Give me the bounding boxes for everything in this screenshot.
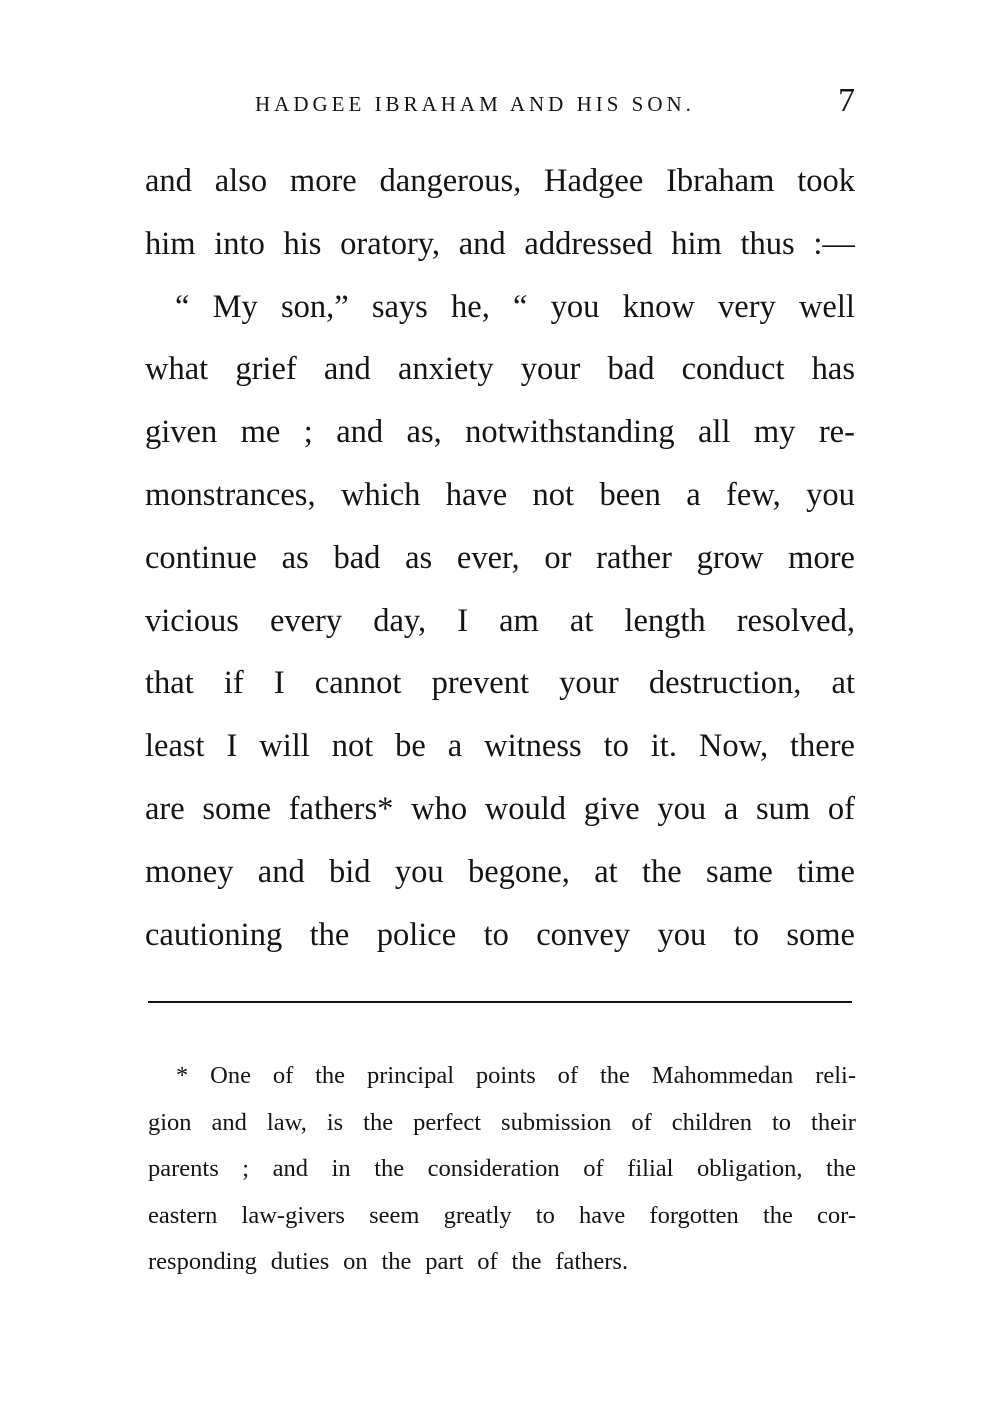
running-title: HADGEE IBRAHAM AND HIS SON. (255, 92, 695, 116)
word: “ (175, 288, 190, 325)
footnote-line (148, 1100, 856, 1147)
word: which (340, 476, 421, 513)
body-line (145, 338, 855, 401)
word: seem (369, 1201, 420, 1229)
word: cor- (817, 1201, 856, 1229)
word: son,” (280, 288, 349, 325)
word: my (753, 414, 796, 451)
body-line (145, 841, 855, 904)
word: children (671, 1108, 752, 1136)
word: time (797, 853, 855, 890)
word: Mahommedan (651, 1062, 794, 1089)
word: the (511, 1248, 542, 1275)
word: One (210, 1062, 251, 1089)
word: law, (266, 1108, 307, 1136)
word: as (405, 539, 433, 576)
word: not (331, 728, 374, 765)
word: and (257, 853, 305, 890)
word: I (226, 728, 238, 765)
word: Now, (698, 728, 769, 765)
word: reli- (815, 1062, 856, 1089)
word: :— (813, 225, 855, 262)
body-line (145, 276, 855, 339)
word: witness (484, 728, 582, 765)
word: given (145, 414, 218, 451)
body-line (145, 213, 855, 276)
word: of (477, 1248, 498, 1275)
footnote (148, 1053, 856, 1286)
word: to (483, 916, 509, 953)
word: fathers. (555, 1248, 629, 1275)
word: some (786, 916, 855, 953)
word: him (671, 225, 722, 262)
word: not (532, 476, 575, 513)
body-line (145, 401, 855, 464)
word: continue (145, 539, 257, 576)
word: very (718, 288, 776, 325)
word: on (343, 1248, 368, 1275)
word: of (827, 790, 855, 827)
word: am (499, 602, 539, 639)
word: as, (406, 414, 442, 451)
word: that (145, 665, 194, 702)
word: and (145, 163, 192, 199)
word: sum (756, 790, 811, 827)
word: all (698, 414, 731, 451)
word: at (594, 853, 618, 890)
footnote-rule (148, 1001, 852, 1003)
word: length (624, 602, 706, 639)
word: a (686, 476, 701, 513)
word: vicious (145, 602, 239, 639)
word: monstrances, (145, 476, 316, 513)
word: been (599, 476, 661, 513)
word: My (212, 288, 258, 325)
word: grow (696, 539, 764, 576)
word: conduct (681, 351, 785, 388)
word: cautioning (145, 916, 283, 953)
word: points (475, 1062, 536, 1089)
body-line (145, 778, 855, 841)
word: law-givers (241, 1201, 345, 1229)
word: resolved, (736, 602, 855, 639)
word: parents (148, 1155, 219, 1182)
word: have (445, 476, 508, 513)
word: the (599, 1062, 630, 1089)
word: to (603, 728, 629, 765)
body-line (145, 464, 855, 527)
word: or (544, 539, 572, 576)
word: convey (536, 916, 631, 953)
word: ; (242, 1155, 250, 1182)
word: fathers* (288, 790, 394, 827)
word: rather (596, 539, 672, 576)
word: anxiety (397, 351, 494, 388)
word: give (583, 790, 640, 827)
word: duties (270, 1248, 330, 1275)
word: grief (235, 351, 297, 388)
word: you (806, 476, 855, 513)
word: Hadgee (544, 163, 644, 199)
body-line (145, 904, 855, 967)
word: says (371, 288, 428, 325)
word: at (831, 665, 855, 702)
word: the (381, 1248, 412, 1275)
footnote-line (148, 1239, 856, 1286)
word: some (202, 790, 271, 827)
footnote-line (148, 1053, 856, 1100)
word: the (642, 853, 682, 890)
word: and (323, 351, 371, 388)
word: you (657, 790, 707, 827)
running-head (145, 82, 855, 132)
word: of (272, 1062, 294, 1089)
word: notwithstanding (465, 414, 675, 451)
word: a (447, 728, 463, 765)
word: you (657, 916, 707, 953)
word: of (631, 1108, 652, 1136)
word: filial (627, 1155, 674, 1182)
footnote-line (148, 1193, 856, 1240)
word: a (723, 790, 739, 827)
word: would (484, 790, 567, 827)
word: it. (650, 728, 677, 765)
word: cannot (314, 665, 402, 702)
word: police (376, 916, 457, 953)
word: prevent (431, 665, 530, 702)
word: perfect (413, 1108, 482, 1136)
word: him (145, 225, 196, 262)
word: and (211, 1108, 247, 1136)
word: more (289, 163, 357, 199)
word: and (336, 414, 384, 451)
word: principal (366, 1062, 455, 1089)
word: eastern (148, 1201, 218, 1229)
word: dangerous, (379, 163, 522, 199)
body-line (145, 652, 855, 715)
word: of (583, 1155, 604, 1182)
word: the (374, 1155, 405, 1182)
word: the (363, 1108, 394, 1136)
word: there (790, 728, 855, 765)
word: ever, (456, 539, 520, 576)
word: the (315, 1062, 346, 1089)
word: their (811, 1108, 856, 1136)
word: me (240, 414, 281, 451)
word: took (797, 163, 855, 199)
word: I (273, 665, 285, 702)
word: the (762, 1201, 793, 1229)
word: least (145, 728, 205, 765)
word: if (223, 665, 244, 702)
body-text (145, 150, 855, 966)
word: destruction, (648, 665, 802, 702)
word: will (259, 728, 310, 765)
word: bad (607, 351, 655, 388)
word: forgotten (649, 1201, 739, 1229)
word: to (771, 1108, 792, 1136)
word: the (309, 916, 350, 953)
word: * (176, 1062, 189, 1089)
word: oratory, (340, 225, 441, 262)
word: submission (501, 1108, 612, 1136)
word: his (283, 225, 322, 262)
word: few, (726, 476, 781, 513)
word: into (214, 225, 265, 262)
body-line (145, 527, 855, 590)
word: of (557, 1062, 579, 1089)
word: be (395, 728, 426, 765)
word: addressed (524, 225, 653, 262)
word: part (425, 1248, 464, 1275)
body-line (145, 150, 855, 213)
word: ; (303, 414, 313, 451)
word: responding (148, 1248, 257, 1275)
word: gion (148, 1108, 192, 1136)
word: greatly (443, 1201, 512, 1229)
word: well (798, 288, 855, 325)
word: I (457, 602, 469, 639)
word: re- (818, 414, 855, 451)
footnote-line (148, 1146, 856, 1193)
word: obligation, (697, 1155, 803, 1182)
word: as (281, 539, 309, 576)
word: at (569, 602, 594, 639)
word: consideration (427, 1155, 560, 1182)
word: to (535, 1201, 555, 1229)
word: day, (373, 602, 427, 639)
word: has (811, 351, 855, 388)
word: Ibraham (666, 163, 775, 199)
word: your (520, 351, 581, 388)
body-line (145, 590, 855, 653)
word: what (145, 351, 209, 388)
word: bid (329, 853, 371, 890)
word: bad (333, 539, 381, 576)
word: know (622, 288, 695, 325)
word: the (826, 1155, 856, 1182)
word: he, (451, 288, 490, 325)
word: same (706, 853, 773, 890)
word: you (550, 288, 600, 325)
word: you (394, 853, 444, 890)
word: your (559, 665, 619, 702)
word: every (269, 602, 343, 639)
page-number: 7 (838, 82, 855, 119)
word: is (326, 1108, 344, 1136)
body-line (145, 715, 855, 778)
word: in (331, 1155, 351, 1182)
word: “ (513, 288, 528, 325)
word: also (214, 163, 268, 199)
word: are (145, 790, 185, 827)
word: have (579, 1201, 626, 1229)
word: to (733, 916, 759, 953)
word: who (411, 790, 468, 827)
word: and (272, 1155, 309, 1182)
word: money (145, 853, 234, 890)
word: more (788, 539, 855, 576)
word: thus (740, 225, 795, 262)
word: and (458, 225, 506, 262)
word: begone, (467, 853, 570, 890)
